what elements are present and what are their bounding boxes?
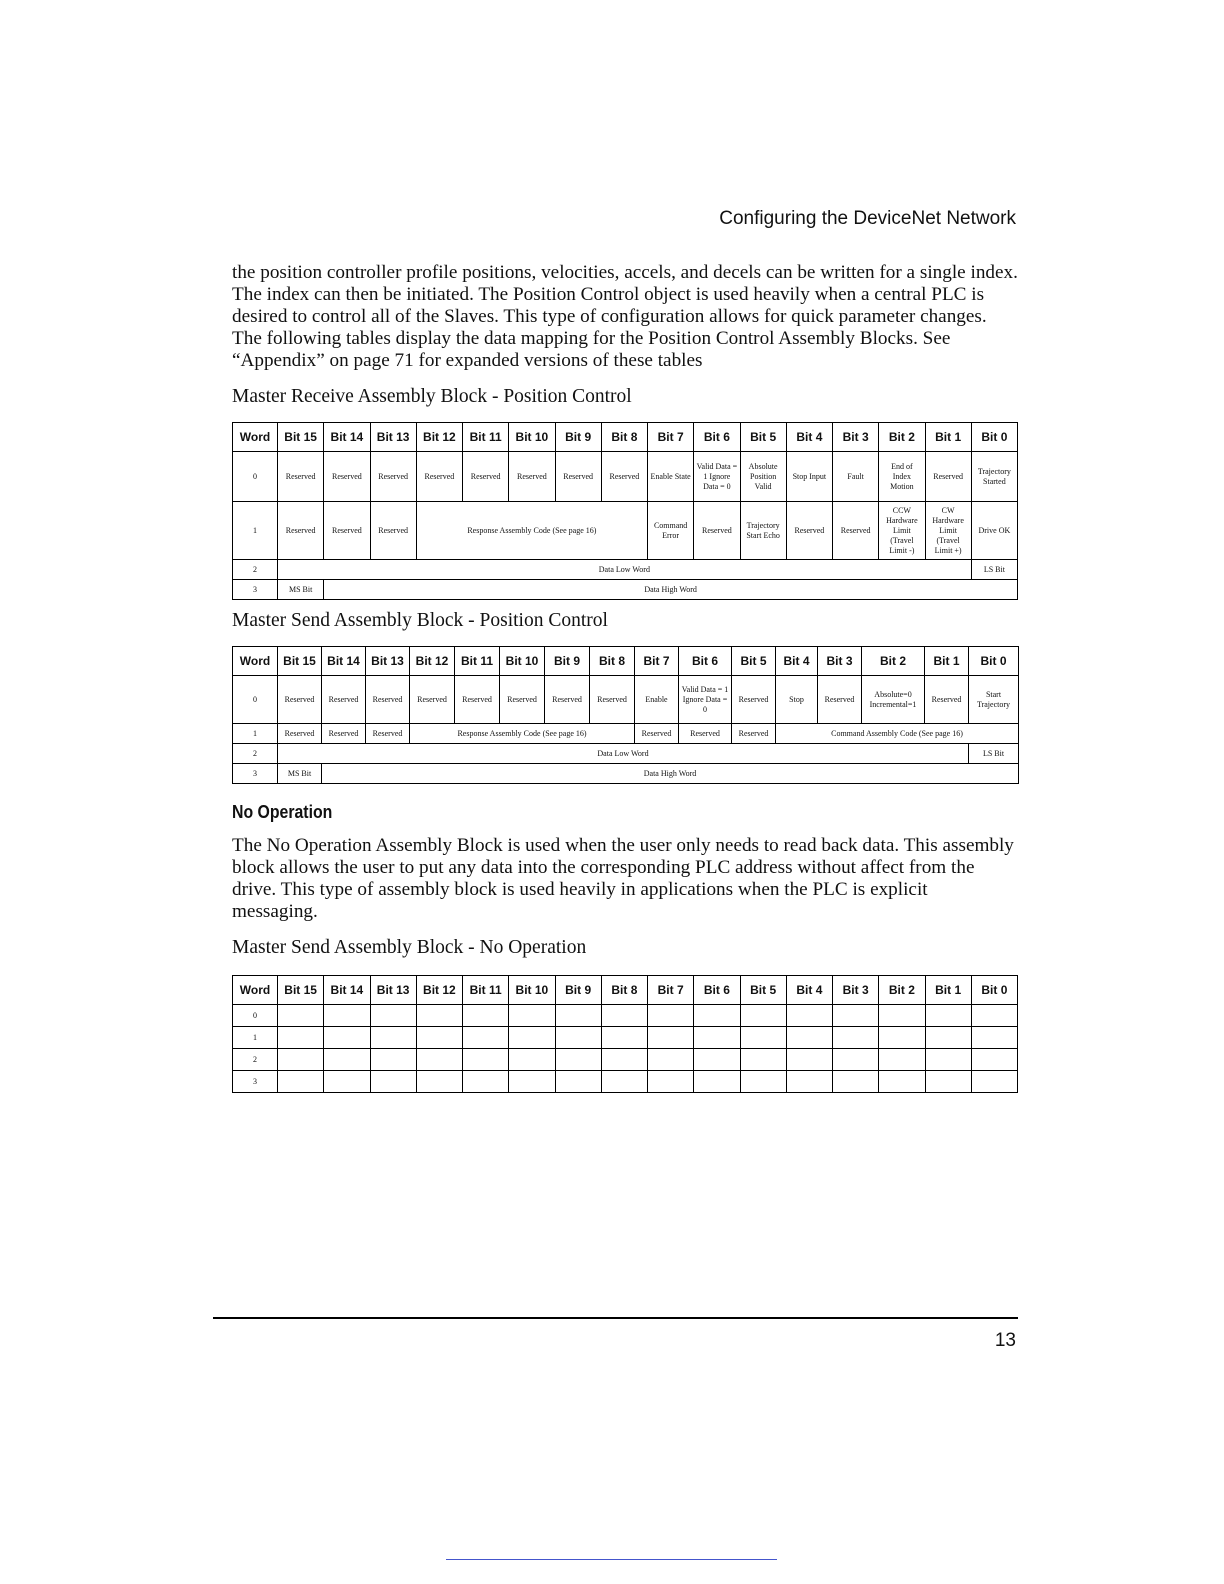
column-header-bit-10: Bit 10 [509,976,555,1005]
receive-row-0 [233,452,1018,502]
no-operation-paragraph: The No Operation Assembly Block is used when the user only needs to read back data. This assembly block allows the user to put any data into the corresponding PLC address without affect from the drive. This type of assembly block is used heavily in applications when the PLC is explicit messaging. [232,835,1014,922]
empty-bit-cell [971,1027,1017,1049]
empty-bit-cell [879,1005,925,1027]
no-op-row-3 [233,1071,1018,1093]
column-header-bit-0: Bit 0 [971,976,1017,1005]
word-cell: 1 [233,724,278,744]
bit-cell: Reserved [694,502,740,560]
column-header-bit-9: Bit 9 [555,976,601,1005]
empty-bit-cell [463,1005,509,1027]
column-header-bit-3: Bit 3 [833,976,879,1005]
empty-bit-cell [463,1049,509,1071]
empty-bit-cell [648,1005,694,1027]
word-cell: 3 [233,1071,278,1093]
empty-bit-cell [601,1005,647,1027]
empty-bit-cell [833,1027,879,1049]
column-header-bit-14: Bit 14 [324,976,370,1005]
column-header-bit-0: Bit 0 [969,647,1019,676]
bit-cell: CCW Hardware Limit (Travel Limit -) [879,502,925,560]
bit-cell: Reserved [322,676,366,724]
bit-cell: Reserved [416,452,462,502]
empty-bit-cell [555,1005,601,1027]
empty-bit-cell [370,1027,416,1049]
column-header-bit-10: Bit 10 [509,423,555,452]
empty-bit-cell [509,1071,555,1093]
column-header-word: Word [233,976,278,1005]
bit-cell: Absolute Position Valid [740,452,786,502]
empty-bit-cell [694,1049,740,1071]
ms-bit-cell: MS Bit [278,580,324,600]
word-cell: 3 [233,764,278,784]
empty-bit-cell [740,1071,786,1093]
column-header-bit-5: Bit 5 [732,647,776,676]
bit-cell: Reserved [590,676,635,724]
data-high-word-cell: Data High Word [324,580,1018,600]
empty-bit-cell [971,1071,1017,1093]
column-header-bit-11: Bit 11 [463,423,509,452]
send-row-1 [233,724,1019,744]
column-header-bit-12: Bit 12 [410,647,455,676]
bit-cell: Reserved [601,452,647,502]
bit-cell: Enable [635,676,679,724]
no-operation-table [232,975,1018,1093]
column-header-bit-15: Bit 15 [278,647,322,676]
word-cell: 0 [233,676,278,724]
bit-cell: Trajectory Start Echo [740,502,786,560]
command-assembly-code-cell: Command Assembly Code (See page 16) [776,724,1019,744]
column-header-bit-1: Bit 1 [925,976,971,1005]
bit-cell: Reserved [555,452,601,502]
bit-cell: Reserved [786,502,832,560]
empty-bit-cell [694,1027,740,1049]
intro-paragraph: the position controller profile positions, velocities, accels, and decels can be written for a single index. The index can then be initiated. The Position Control object is used heavily when a central PLC is desired to control all of the Slaves. This type of configuration allows for quick parameter changes. The following tables display the data mapping for the Position Control Assembly Blocks. See “Appendix” on page 71 for expanded versions of these tables [232,262,1018,371]
bit-cell: Trajectory Started [971,452,1017,502]
empty-bit-cell [833,1005,879,1027]
column-header-bit-8: Bit 8 [590,647,635,676]
bit-cell: Reserved [370,502,416,560]
word-cell: 2 [233,744,278,764]
ms-bit-cell: MS Bit [278,764,322,784]
empty-bit-cell [278,1005,324,1027]
column-header-bit-6: Bit 6 [694,976,740,1005]
bit-cell: Reserved [278,502,324,560]
column-header-bit-12: Bit 12 [416,976,462,1005]
empty-bit-cell [740,1027,786,1049]
word-cell: 2 [233,560,278,580]
bit-cell: Stop Input [786,452,832,502]
empty-bit-cell [555,1049,601,1071]
bit-cell: Reserved [366,724,410,744]
no-operation-table-header [233,976,1018,1005]
column-header-bit-11: Bit 11 [455,647,500,676]
page-number: 13 [994,1330,1016,1351]
column-header-bit-5: Bit 5 [740,423,786,452]
column-header-bit-1: Bit 1 [925,647,969,676]
ls-bit-cell: LS Bit [969,744,1019,764]
response-assembly-code-cell: Response Assembly Code (See page 16) [410,724,635,744]
data-low-word-cell: Data Low Word [278,560,972,580]
column-header-bit-13: Bit 13 [370,976,416,1005]
column-header-word: Word [233,647,278,676]
column-header-bit-2: Bit 2 [879,976,925,1005]
bit-cell: Reserved [278,452,324,502]
empty-bit-cell [879,1049,925,1071]
empty-bit-cell [509,1005,555,1027]
empty-bit-cell [833,1049,879,1071]
column-header-bit-6: Bit 6 [679,647,732,676]
column-header-bit-15: Bit 15 [278,976,324,1005]
ls-bit-cell: LS Bit [971,560,1017,580]
empty-bit-cell [925,1049,971,1071]
empty-bit-cell [324,1049,370,1071]
page-content [232,262,1018,1093]
empty-bit-cell [971,1049,1017,1071]
column-header-bit-4: Bit 4 [786,976,832,1005]
empty-bit-cell [278,1027,324,1049]
data-low-word-cell: Data Low Word [278,744,969,764]
empty-bit-cell [463,1027,509,1049]
column-header-bit-2: Bit 2 [879,423,925,452]
column-header-bit-9: Bit 9 [555,423,601,452]
empty-bit-cell [555,1071,601,1093]
empty-bit-cell [509,1049,555,1071]
column-header-bit-5: Bit 5 [740,976,786,1005]
empty-bit-cell [416,1027,462,1049]
bit-cell: Reserved [278,724,322,744]
column-header-bit-7: Bit 7 [648,423,694,452]
send-row-3 [233,764,1019,784]
bit-cell: Reserved [370,452,416,502]
empty-bit-cell [786,1027,832,1049]
bit-cell: Reserved [324,452,370,502]
bit-cell: Reserved [455,676,500,724]
bit-cell: Reserved [322,724,366,744]
empty-bit-cell [416,1071,462,1093]
empty-bit-cell [879,1027,925,1049]
column-header-bit-7: Bit 7 [635,647,679,676]
bit-cell: Reserved [366,676,410,724]
bit-cell: Reserved [833,502,879,560]
column-header-word: Word [233,423,278,452]
empty-bit-cell [925,1071,971,1093]
column-header-bit-3: Bit 3 [833,423,879,452]
empty-bit-cell [648,1049,694,1071]
bit-cell: Absolute=0 Incremental=1 [862,676,925,724]
bit-cell: Reserved [818,676,862,724]
empty-bit-cell [555,1027,601,1049]
receive-row-2 [233,560,1018,580]
no-op-row-0 [233,1005,1018,1027]
column-header-bit-14: Bit 14 [322,647,366,676]
no-op-row-2 [233,1049,1018,1071]
send-row-0 [233,676,1019,724]
empty-bit-cell [278,1071,324,1093]
bit-cell: Drive OK [971,502,1017,560]
receive-table-caption: Master Receive Assembly Block - Position Control [232,386,632,407]
empty-bit-cell [324,1027,370,1049]
column-header-bit-13: Bit 13 [370,423,416,452]
column-header-bit-8: Bit 8 [601,423,647,452]
bit-cell: Start Trajectory [969,676,1019,724]
empty-bit-cell [694,1005,740,1027]
column-header-bit-8: Bit 8 [601,976,647,1005]
column-header-bit-10: Bit 10 [500,647,545,676]
no-operation-heading: No Operation [232,802,333,822]
bit-cell: Enable State [648,452,694,502]
bit-cell: Reserved [509,452,555,502]
bit-cell: Reserved [545,676,590,724]
bit-cell: Reserved [278,676,322,724]
column-header-bit-13: Bit 13 [366,647,410,676]
receive-assembly-table [232,422,1018,600]
word-cell: 1 [233,502,278,560]
data-high-word-cell: Data High Word [322,764,1019,784]
bit-cell: Reserved [463,452,509,502]
empty-bit-cell [694,1071,740,1093]
empty-bit-cell [416,1005,462,1027]
receive-row-1 [233,502,1018,560]
receive-row-3 [233,580,1018,600]
empty-bit-cell [324,1071,370,1093]
empty-bit-cell [833,1071,879,1093]
receive-table-header [233,423,1018,452]
empty-bit-cell [925,1005,971,1027]
empty-bit-cell [463,1071,509,1093]
empty-bit-cell [971,1005,1017,1027]
column-header-bit-9: Bit 9 [545,647,590,676]
column-header-bit-11: Bit 11 [463,976,509,1005]
bit-cell: Valid Data = 1 Ignore Data = 0 [694,452,740,502]
bit-cell: Reserved [732,724,776,744]
column-header-bit-4: Bit 4 [776,647,818,676]
word-cell: 1 [233,1027,278,1049]
empty-bit-cell [416,1049,462,1071]
empty-bit-cell [740,1005,786,1027]
bit-cell: Reserved [732,676,776,724]
bit-cell: End of Index Motion [879,452,925,502]
column-header-bit-1: Bit 1 [925,423,971,452]
empty-bit-cell [786,1049,832,1071]
response-assembly-code-cell: Response Assembly Code (See page 16) [416,502,647,560]
bit-cell: Reserved [679,724,732,744]
send-table-caption: Master Send Assembly Block - Position Control [232,610,608,631]
empty-bit-cell [601,1049,647,1071]
running-header: Configuring the DeviceNet Network [719,208,1016,229]
empty-bit-cell [370,1071,416,1093]
empty-bit-cell [925,1027,971,1049]
empty-bit-cell [324,1005,370,1027]
empty-bit-cell [879,1071,925,1093]
footer-rule [213,1317,1018,1319]
empty-bit-cell [648,1027,694,1049]
bit-cell: Reserved [500,676,545,724]
bit-cell: Reserved [925,676,969,724]
bottom-link-underline[interactable] [446,1559,777,1560]
empty-bit-cell [601,1071,647,1093]
send-table-header [233,647,1019,676]
bit-cell: Reserved [925,452,971,502]
column-header-bit-2: Bit 2 [862,647,925,676]
no-operation-caption: Master Send Assembly Block - No Operation [232,937,587,958]
word-cell: 3 [233,580,278,600]
empty-bit-cell [740,1049,786,1071]
word-cell: 0 [233,1005,278,1027]
empty-bit-cell [509,1027,555,1049]
column-header-bit-3: Bit 3 [818,647,862,676]
send-assembly-table [232,646,1019,784]
bit-cell: Reserved [635,724,679,744]
column-header-bit-14: Bit 14 [324,423,370,452]
empty-bit-cell [648,1071,694,1093]
empty-bit-cell [601,1027,647,1049]
empty-bit-cell [278,1049,324,1071]
bit-cell: Valid Data = 1 Ignore Data = 0 [679,676,732,724]
word-cell: 0 [233,452,278,502]
bit-cell: Command Error [648,502,694,560]
no-op-row-1 [233,1027,1018,1049]
empty-bit-cell [370,1049,416,1071]
bit-cell: Stop [776,676,818,724]
bit-cell: Reserved [410,676,455,724]
empty-bit-cell [786,1005,832,1027]
column-header-bit-0: Bit 0 [971,423,1017,452]
column-header-bit-7: Bit 7 [648,976,694,1005]
bit-cell: Fault [833,452,879,502]
send-row-2 [233,744,1019,764]
bit-cell: CW Hardware Limit (Travel Limit +) [925,502,971,560]
column-header-bit-12: Bit 12 [416,423,462,452]
column-header-bit-4: Bit 4 [786,423,832,452]
column-header-bit-15: Bit 15 [278,423,324,452]
empty-bit-cell [786,1071,832,1093]
bit-cell: Reserved [324,502,370,560]
empty-bit-cell [370,1005,416,1027]
column-header-bit-6: Bit 6 [694,423,740,452]
word-cell: 2 [233,1049,278,1071]
